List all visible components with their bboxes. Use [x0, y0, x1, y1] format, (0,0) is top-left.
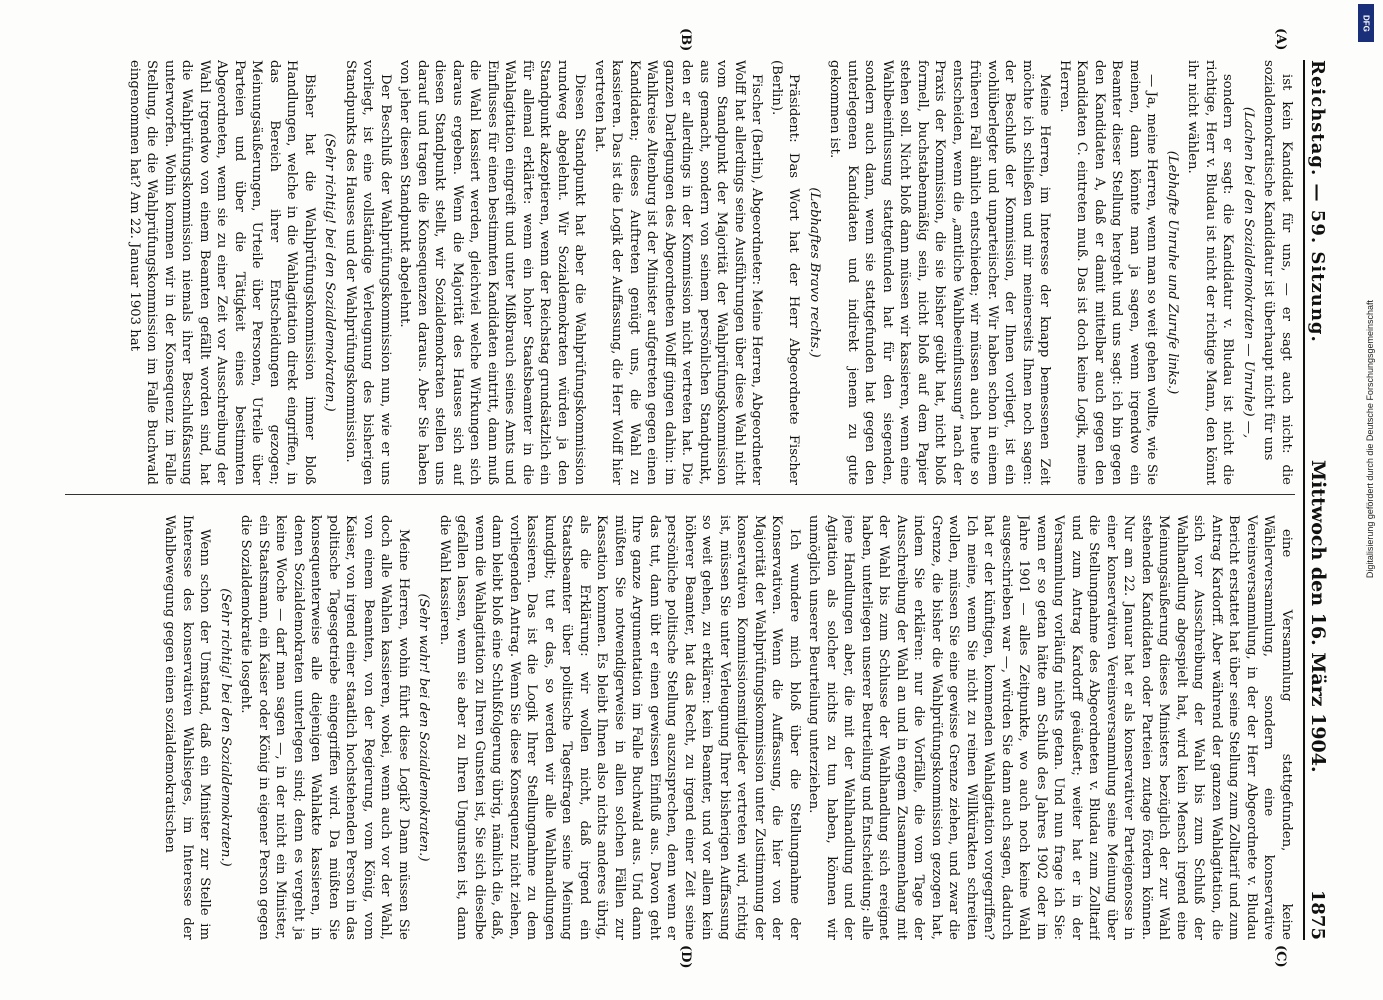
margin-mark-d: (D)	[678, 945, 693, 969]
paragraph: Diesen Standpunkt hat aber die Wahlprüfungskommission rundweg abgelehnt. Wir Sozialdemokraten würden ja den Standpunkt akzeptieren, wenn der Reichstag grundsätzlich ein für allemal erklärte: wenn ein hoher Staatsbeamter in die Wahlagitation eingreift und unter Mißbrauch seines Amts und Einflusses für einen bestimmten Kandidaten eintritt, dann muß die Wahl kassiert werden, gleichviel welche Wirkungen sich daraus ergeben. Wenn die Majorität des Hauses sich auf diesen Standpunkt stellt, wir Sozialdemokraten stellen uns darauf und tragen die Konsequenzen daraus. Aber Sie haben von jeher diesen Standpunkt abgelehnt.	[397, 60, 588, 485]
dfg-logo: DFG	[1358, 4, 1374, 42]
page-header	[1307, 60, 1343, 940]
speaker-paragraph: Präsident: Das Wort hat der Herr Abgeordnete Fischer (Berlin).	[769, 60, 802, 485]
paragraph: Wenn schon der Umstand, daß ein Minister zur Stelle im Interesse des konservativen Wahlsieges, im Interesse der Wahlbewegung gegen einen sozialdemokratischen	[162, 515, 213, 940]
page-number: 1875	[1307, 889, 1328, 940]
interjection: (Sehr richtig! bei den Sozialdemokraten.)	[218, 588, 233, 867]
right-column	[65, 515, 1295, 940]
header-rule	[1303, 60, 1305, 940]
interjection: (Lachen bei den Sozialdemokraten — Unruhe) —,	[1241, 106, 1256, 439]
paragraph: Der Beschluß der Wahlprüfungskommission nun, wie er uns vorliegt, ist eine vollständige Verleugnung des bisherigen Standpunkts des Hauses und der Wahlprüfungskommission.	[343, 60, 393, 485]
paragraph: — Ja, meine Herren, wenn man so weit gehen wollte, wie Sie meinen, dann könnte man ja sagen, wenn irgendwo ein Beamter dieser Stellung hergeht und uns sagt: ich bin gegen den Kandidaten A, daß er damit mittelbar auch gegen den Kandidaten C. eintreten muß. Das ist doch keine Logik, meine Herren.	[1057, 60, 1160, 485]
interjection: (Lebhaftes Bravo rechts.)	[807, 187, 822, 358]
left-column	[65, 60, 1295, 485]
paragraph: Bisher hat die Wahlprüfungskommission immer bloß Handlungen, welche in die Wahlagitation direkt eingriffen, in das Bereich ihrer Entscheidungen gezogen; Meinungsäußerungen, Urteile über Personen, Urteile über Parteien und über die Tätigkeit eines bestimmten Abgeordneten, wenn sie zu einer Zeit vor Ausschreibung der Wahl irgendwo von einem Beamten gefällt worden sind, hat die Wahlprüfungskommission niemals ihrer Beschlußfassung unterworfen. Wohin kommen wir in der Konsequenz im Falle Stellung, die die Wahlprüfungskommission im Falle Buchwald eingenommen hat? Am 22. Januar 1903 hat	[127, 60, 317, 485]
margin-mark-c: (C)	[1273, 945, 1288, 968]
speaker-paragraph: Fischer (Berlin), Abgeordneter: Meine Herren, Abgeordneter Wolff hat allerdings seine Ausführungen über diese Wahl nicht vom Standpunkt der Majorität der Wahlprüfungskommission aus gemacht, sondern von seinem persönlichen Standpunkt, den er allerdings in der Kommission nicht vertreten hat. Die ganzen Darlegungen des Abgeordneten Wolff gingen dahin: im Wahlkreise Altenburg ist der Minister aufgetreten gegen einen Kandidaten; dieses Auftreten genügt uns, die Wahl zu kassieren. Das ist die Logik der Auffassung, die Herr Wolff hier vertreten hat.	[592, 60, 765, 485]
digitization-note: Digitalisierung gefördert durch die Deutsche Forschungsgemeinschaft	[1365, 300, 1375, 579]
paragraph: Ich wundere mich bloß über die Stellungnahme der Konservativen. Wenn die Auffassung, die hier von der Majorität der Wahlprüfungskommission unter Zustimmung der konservativen Kommissionsmitglieder vertreten wird, richtig ist, müssen Sie unter Verleugnung Ihrer bisherigen Auffassung so weit gehen, zu erklären: kein Beamter, und vor allem kein höherer Beamter, hat das Recht, zu irgend einer Zeit seine persönliche politische Stellung auszusprechen, denn wenn er das tut, dann übt er einen gewissen Einfluß aus. Davon geht Ihre ganze Argumentation im Falle Buchwald aus. Und dann müßten Sie notwendigerweise in allen solchen Fällen zur Kassation kommen. Es bleibt Ihnen also nichts anderes übrig, als die Erklärung: wir wollen nicht, daß irgend ein Staatsbeamter über politische Tagesfragen seine Meinung kundgibt; tut er das, so werden wir alle Wahlhandlungen kassieren. Das ist die Logik Ihrer Stellungnahme zu dem vorliegenden Antrag. Wenn Sie diese Konsequenz nicht ziehen, dann bleibt bloß eine Schlußfolgerung übrig, nämlich die, daß, wenn die Wahlagitation zu Ihren Gunsten ist, Sie sich dieselbe gefallen lassen, wenn sie aber zu Ihren Ungunsten ist, dann die Wahl kassieren.	[437, 515, 802, 940]
paragraph: ist kein Kandidat für uns, — er sagt auch nicht: die sozialdemokratische Kandidatur ist überhaupt nicht für uns	[1261, 60, 1294, 485]
paragraph: Meine Herren, wohin führt diese Logik? Dann müssen Sie doch alle Wahlen kassieren, wobei, wenn auch vor der Wahl, von einem Beamten, von der Regierung, vom König, vom Kaiser, von irgend einer staatlich hochstehenden Person in das politische Tagesgetriebe eingegriffen wird. Da müßten Sie konsequenterweise alle diejenigen Wahlakte kassieren, in denen Sozialdemokraten unterlegen sind; denn es vergeht ja keine Woche — darf man sagen —, in der nicht ein Minister, ein Staatsmann, ein Kaiser oder König in eigener Person gegen die Sozialdemokratie losgeht.	[238, 515, 411, 940]
margin-mark-a: (A)	[1273, 28, 1288, 51]
column-divider	[65, 494, 1295, 495]
interjection: (Lebhafte Unruhe und Zurufe links.)	[1165, 150, 1180, 395]
paragraph: eine Versammlung stattgefunden, keine Wählerversammlung, sondern eine konservative Vereinsversammlung, in der der Herr Abgeordnete v. Bludau Bericht erstattet hat über seine Stellung zum Zolltarif und zum Antrag Kardorff. Aber während der ganzen Wahlagitation, die sich vor Ausschreibung der Wahl bis zum Schluß der Wahlhandlung abgespielt hat, wird kein Mensch irgend eine Meinungsäußerung dieses Ministers bezüglich der zur Wahl stehenden Kandidaten oder Parteien zutage fördern können. Nur am 22. Januar hat er als konservativer Parteigenosse in einer konservativen Vereinsversammlung seine Meinung über die Stellungnahme des Abgeordneten v. Bludau zum Zolltarif und zum Antrag Kardorff geäußert; weiter hat er in der Versammlung vorläufig nichts getan. Und nun frage ich Sie: wenn er so getan hätte am Schluß des Jahres 1902 oder im Jahre 1901 — alles Zeitpunkte, wo auch noch keine Wahl ausgeschrieben war —, würden Sie dann auch sagen, dadurch hat er der künftigen, kommenden Wahlagitation vorgegriffen? Ich meine, wenn Sie nicht zu reinen Willkürakten schreiten wollen, müssen Sie eine gewisse Grenze ziehen, und zwar die Grenze, die bisher die Wahlprüfungskommission gezogen hat, indem Sie erklären: nur die Vorfälle, die vom Tage der Ausschreibung der Wahl an und in engem Zusammenhang mit der Wahl bis zum Schlusse der Wahlhandlung sich ereignet haben, unterliegen unserer Beurteilung und Entscheidung; alle jene Handlungen aber, die mit der Wahlhandlung und der Agitation als solcher nichts zu tun haben, können wir unmöglich unserer Beurteilung unterziehen.	[806, 515, 1294, 940]
paragraph: sondern er sagt: die Kandidatur v. Bludau ist nicht die richtige, Herr v. Bludau ist nicht der richtige Mann, den könnt ihr nicht wählen.	[1185, 60, 1236, 485]
header-left: Reichstag. — 59. Sitzung.	[1307, 60, 1328, 343]
header-date: Mittwoch den 16. März 1904.	[1307, 460, 1329, 773]
interjection: (Sehr wahr! bei den Sozialdemokraten.)	[416, 593, 432, 862]
paragraph: Meine Herren, im Interesse der knapp bemessenen Zeit möchte ich schließen und mir meinerseits Ihnen noch sagen: der Beschluß der Kommission, der Ihnen vorliegt, ist ein wohlüberlegter und unparteiischer. Wir haben schon in einem früheren Fall ähnlich entschieden; wir müssen auch heute so entscheiden, wenn die „amtliche Wahlbeeinflussung“ nach der Praxis der Kommission, die sie bisher geübt hat, nicht bloß formell, buchstabenmäßig sein, nicht bloß auf dem Papier stehen soll. Nicht bloß dann müssen wir kassieren, wenn eine Wahlbeeinflussung stattgefunden hat für den siegenden, sondern auch dann, wenn sie stattgefunden hat gegen den unterlegenen Kandidaten und indirekt jenem zu gute gekommen ist.	[827, 60, 1053, 485]
margin-mark-b: (B)	[678, 28, 693, 52]
interjection: (Sehr richtig! bei den Sozialdemokraten.)	[322, 133, 338, 412]
